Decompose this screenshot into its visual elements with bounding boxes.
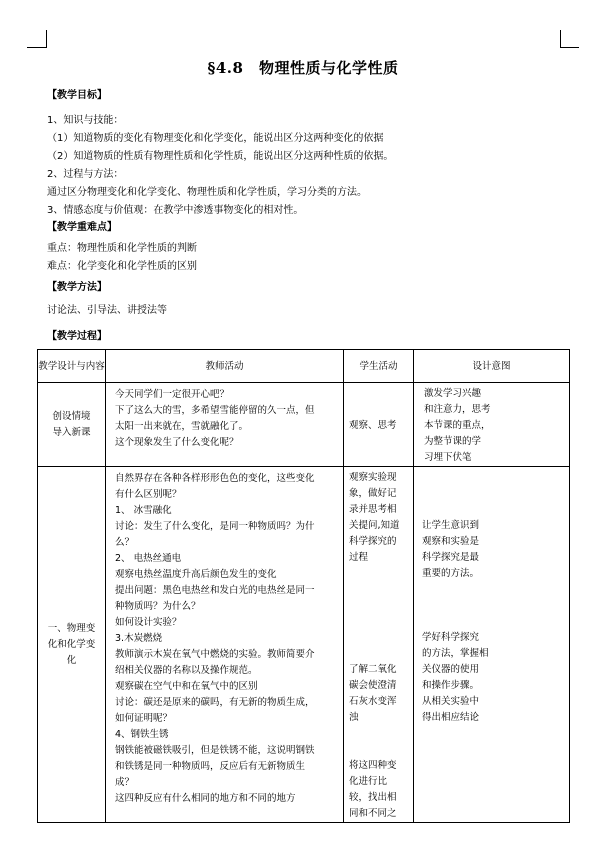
methods-header: 【教学方法】 bbox=[47, 282, 107, 293]
goal-item-2: （2）知道物质的性质有物理性质和化学性质，能说出区分这两种性质的依据。 bbox=[47, 151, 394, 162]
methods-text: 讨论法、引导法、讲授法等 bbox=[47, 305, 167, 316]
teaching-goals-header: 【教学目标】 bbox=[47, 90, 107, 101]
row2-teacher-activity: 自然界存在各种各样形形色色的变化，这些变化 有什么区别呢？ 1、 冰雪融化 讨论：发生了什么变化，是同一种物质吗？为什 么？ 2、 电热丝通电 观察电热丝温度升高后颜色发生的变化 提出问题：黑色电热丝和发白光的电热丝是同一 种物质吗？为什么？ 如何设计实验？ 3.木炭燃烧 教师演示木炭在氧气中燃烧的实验。教师简要介 绍相关仪器的名称以及操作规范。 观察碳在空气中和在氧气中的区别 讨论：碳还是原来的碳吗，有无新的物质生成， 如何证明呢？ 4、钢铁生锈 钢铁能被磁铁吸引，但是铁锈不能，这说明钢铁 和铁锈是同一种物质吗，反应后有无新物质生 成？ 这四种反应有什么相同的地方和不同的地方 bbox=[106, 467, 344, 823]
goal-emotion-values: 3、情感态度与价值观：在教学中渗透事物变化的相对性。 bbox=[47, 205, 304, 216]
header-content: 教学设计与内容 bbox=[38, 350, 106, 383]
row1-content: 创设情境 导入新课 bbox=[38, 383, 106, 467]
key-points-header: 【教学重难点】 bbox=[47, 222, 117, 233]
table-row bbox=[38, 383, 570, 467]
row2-design-intent: 让学生意识到 观察和实验是 科学探究是最 重要的方法。 学好科学探究 的方法，掌握相 关仪器的使用 和操作步骤。 从相关实验中 得出相应结论 bbox=[414, 467, 570, 823]
page-title: §4.8 物理性质与化学性质 bbox=[207, 59, 399, 77]
header-design-intent: 设计意图 bbox=[414, 350, 570, 383]
row1-teacher-activity: 今天同学们一定很开心吧？ 下了这么大的雪，多希望雪能停留的久一点，但 太阳一出来就在，雪就融化了。 这个现象发生了什么变化呢？ bbox=[106, 383, 344, 467]
goal-process-method-text: 通过区分物理变化和化学变化、物理性质和化学性质，学习分类的方法。 bbox=[47, 187, 367, 198]
header-student-activity: 学生活动 bbox=[344, 350, 414, 383]
process-header: 【教学过程】 bbox=[47, 331, 107, 342]
row1-design-intent: 激发学习兴趣 和注意力，思考 本节课的重点， 为整节课的学 习埋下伏笔 bbox=[414, 383, 570, 467]
crop-mark-top-left-v bbox=[46, 30, 47, 48]
difficult-point: 难点：化学变化和化学性质的区别 bbox=[47, 261, 197, 272]
crop-mark-top-left-h bbox=[27, 47, 46, 48]
goal-process-method: 2、过程与方法： bbox=[47, 169, 124, 180]
teaching-process-table bbox=[37, 349, 570, 823]
row2-student-activity: 观察实验现 象，做好记 录并思考相 关提问,知道 科学探究的 过程 了解二氧化 碳会使澄清 石灰水变浑 浊 将这四种变 化进行比 较，找出相 同和不同之 bbox=[344, 467, 414, 823]
row2-content: 一、物理变 化和化学变 化 bbox=[38, 467, 106, 823]
key-point: 重点：物理性质和化学性质的判断 bbox=[47, 243, 197, 254]
table-header-row bbox=[38, 350, 570, 383]
crop-mark-top-right-h bbox=[560, 47, 579, 48]
table-row bbox=[38, 467, 570, 823]
row1-student-activity: 观察、思考 bbox=[344, 383, 414, 467]
goal-knowledge-skills: 1、知识与技能： bbox=[47, 115, 124, 126]
crop-mark-top-right-v bbox=[560, 30, 561, 48]
goal-item-1: （1）知道物质的变化有物理变化和化学变化，能说出区分这两种变化的依据 bbox=[47, 133, 384, 144]
header-teacher-activity: 教师活动 bbox=[106, 350, 344, 383]
